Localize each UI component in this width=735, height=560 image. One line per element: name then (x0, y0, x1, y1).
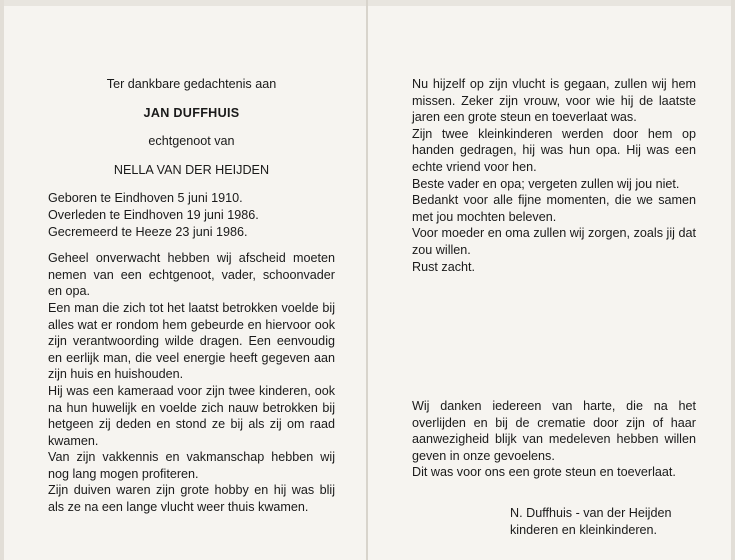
paragraph: Een man die zich tot het laatst betrokken voelde bij alles wat er rondom hem gebeurde en hiervoor ook zijn verantwoording wilde dragen. Een eenvoudig en eerlijk man, die veel energie heeft gegeven aan zijn huis en huishouden. (48, 300, 335, 382)
paragraph: Van zijn vakkennis en vakmanschap hebben wij nog lang mogen profiteren. (48, 450, 335, 481)
dedication-line: Ter dankbare gedachtenis aan (106, 77, 277, 91)
card-fold-line (366, 0, 368, 560)
signature-line: kinderen en kleinkinderen. (510, 522, 658, 537)
paragraph: Beste vader en opa; vergeten zullen wij jou niet. (412, 176, 680, 191)
signature-line: N. Duffhuis - van der Heijden (510, 506, 672, 520)
cremation-line: Gecremeerd te Heeze 23 juni 1986. (48, 224, 248, 239)
thanks-block (412, 398, 696, 481)
left-page (48, 76, 335, 516)
death-line: Overleden te Eindhoven 19 juni 1986. (48, 207, 259, 222)
paragraph: Bedankt voor alle fijne momenten, die we samen met jou mochten beleven. (412, 193, 696, 224)
thanks-paragraph: Wij danken iedereen van harte, die na het overlijden en bij de crematie door zijn of haar aanwezigheid blijk van medeleven hebben willen geven in onze gevoelens. (412, 399, 696, 463)
card-right-edge (731, 0, 735, 560)
birth-line: Geboren te Eindhoven 5 juni 1910. (48, 191, 243, 206)
right-page (412, 76, 696, 275)
paragraph: Hij was een kameraad voor zijn twee kinderen, ook na hun huwelijk en voelde zich nauw betrokken bij hetgeen zij deden en stond ze bij als zij om raad kwamen. (48, 383, 335, 448)
paragraph: Geheel onverwacht hebben wij afscheid moeten nemen van een echtgenoot, vader, schoonvader en opa. (48, 251, 335, 299)
thanks-paragraph: Dit was voor ons een grote steun en toeverlaat. (412, 465, 676, 480)
signature-block (510, 505, 710, 538)
paragraph: Nu hijzelf op zijn vlucht is gegaan, zullen wij hem missen. Zeker zijn vrouw, voor wie hij de laatste jaren een grote steun en toeverlaat was. (412, 77, 696, 125)
paragraph: Voor moeder en oma zullen wij zorgen, zoals jij dat zou willen. (412, 226, 696, 257)
card-left-edge (0, 0, 4, 560)
closing-line: Rust zacht. (412, 259, 475, 274)
paragraph: Zijn twee kleinkinderen werden door hem op handen gedragen, hij was hun opa. Hij was een echte vriend voor hen. (412, 126, 696, 174)
deceased-name: JAN DUFFHUIS (143, 105, 240, 120)
paragraph: Zijn duiven waren zijn grote hobby en hij was blij als ze na een lange vlucht weer thuis kwamen. (48, 483, 335, 515)
relation-line: echtgenoot van (148, 134, 235, 149)
spouse-name: NELLA VAN DER HEIJDEN (113, 162, 270, 177)
